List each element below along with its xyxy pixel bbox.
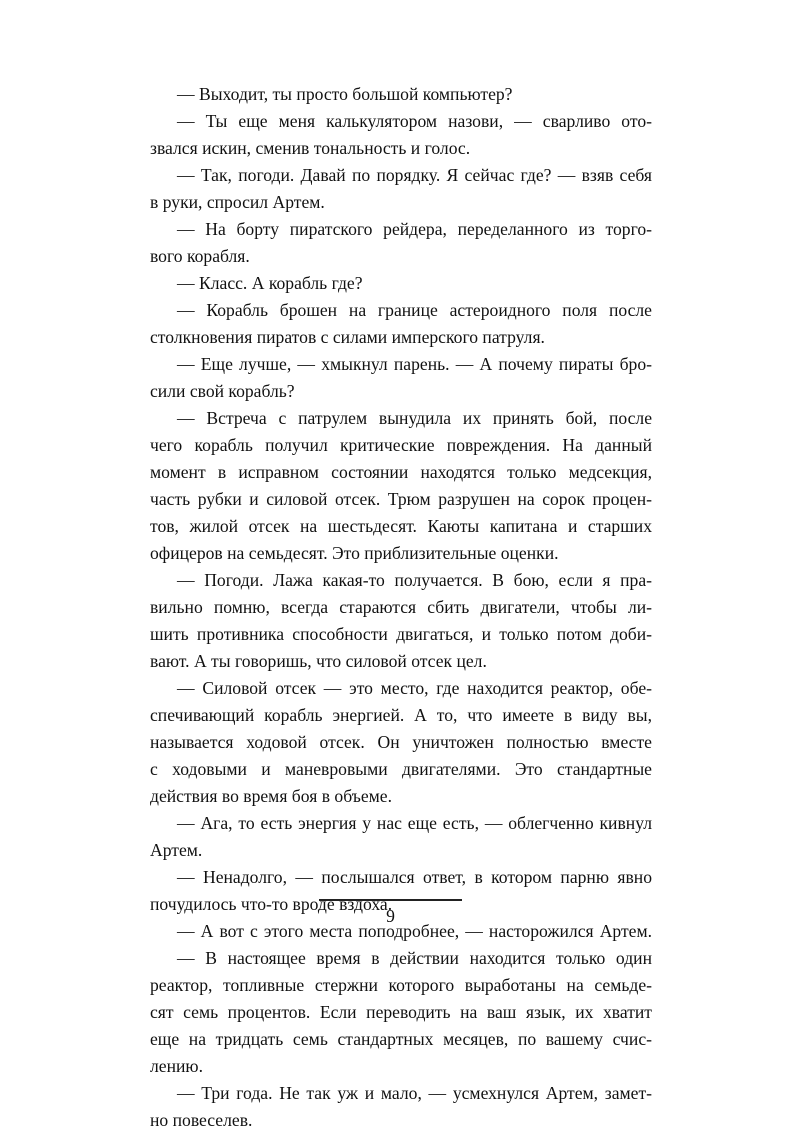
text-line: лению.: [150, 1056, 203, 1076]
text-line: — Встреча с патрулем вынудила их принять бой, после: [177, 408, 652, 428]
text-line: — Ты еще меня калькулятором назови, — сварливо ото-: [177, 111, 652, 131]
text-line: Артем.: [150, 840, 203, 860]
text-line: — Корабль брошен на границе астероидного поля после: [177, 300, 652, 320]
text-line: действия во время боя в объеме.: [150, 786, 392, 806]
text-line: сили свой корабль?: [150, 381, 295, 401]
text-line: — В настоящее время в действии находится только один: [177, 948, 652, 968]
text-line: реактор, топливные стержни которого выработаны на семьде-: [150, 975, 652, 995]
text-line: в руки, спросил Артем.: [150, 192, 325, 212]
text-line: — Ненадолго, — послышался ответ, в котором парню явно: [177, 867, 652, 887]
footer-divider: [319, 899, 462, 901]
text-line: момент в исправном состоянии находятся только медсекция,: [150, 462, 652, 482]
text-line: еще на тридцать семь стандартных месяцев, по вашему счис-: [150, 1029, 652, 1049]
text-line: вого корабля.: [150, 246, 250, 266]
text-line: называется ходовой отсек. Он уничтожен полностью вместе: [150, 732, 652, 752]
text-line: — А вот с этого места поподробнее, — насторожился Артем.: [177, 921, 652, 941]
text-line: столкновения пиратов с силами имперского патруля.: [150, 327, 545, 347]
text-line: — На борту пиратского рейдера, переделанного из торго-: [177, 219, 652, 239]
text-line: но повеселев.: [150, 1110, 253, 1130]
text-line: — Класс. А корабль где?: [177, 273, 363, 293]
text-line: вают. А ты говоришь, что силовой отсек цел.: [150, 651, 487, 671]
text-line: чего корабль получил критические повреждения. На данный: [150, 435, 652, 455]
body-text: [150, 81, 652, 1134]
text-line: — Еще лучше, — хмыкнул парень. — А почему пираты бро-: [177, 354, 652, 374]
text-line: вильно помню, всегда стараются сбить двигатели, чтобы ли-: [150, 597, 652, 617]
text-line: спечивающий корабль энергией. А то, что имеете в виду вы,: [150, 705, 652, 725]
text-line: шить противника способности двигаться, и только потом доби-: [150, 624, 652, 644]
text-line: часть рубки и силовой отсек. Трюм разрушен на сорок процен-: [150, 489, 652, 509]
text-line: — Силовой отсек — это место, где находится реактор, обе-: [177, 678, 652, 698]
text-line: с ходовыми и маневровыми двигателями. Это стандартные: [150, 759, 652, 779]
text-line: — Ага, то есть энергия у нас еще есть, — облегченно кивнул: [177, 813, 652, 833]
text-line: звался искин, сменив тональность и голос.: [150, 138, 471, 158]
text-line: — Три года. Не так уж и мало, — усмехнулся Артем, замет-: [177, 1083, 652, 1103]
text-line: — Погоди. Лажа какая-то получается. В бою, если я пра-: [177, 570, 652, 590]
text-line: сят семь процентов. Если переводить на ваш язык, их хватит: [150, 1002, 652, 1022]
text-line: офицеров на семьдесят. Это приблизительные оценки.: [150, 543, 559, 563]
text-line: — Выходит, ты просто большой компьютер?: [177, 84, 513, 104]
text-line: — Так, погоди. Давай по порядку. Я сейчас где? — взяв себя: [177, 165, 652, 185]
text-line: почудилось что-то вроде вздоха.: [150, 894, 393, 914]
page-number: 9: [386, 906, 395, 926]
text-line: тов, жилой отсек на шестьдесят. Каюты капитана и старших: [150, 516, 652, 536]
